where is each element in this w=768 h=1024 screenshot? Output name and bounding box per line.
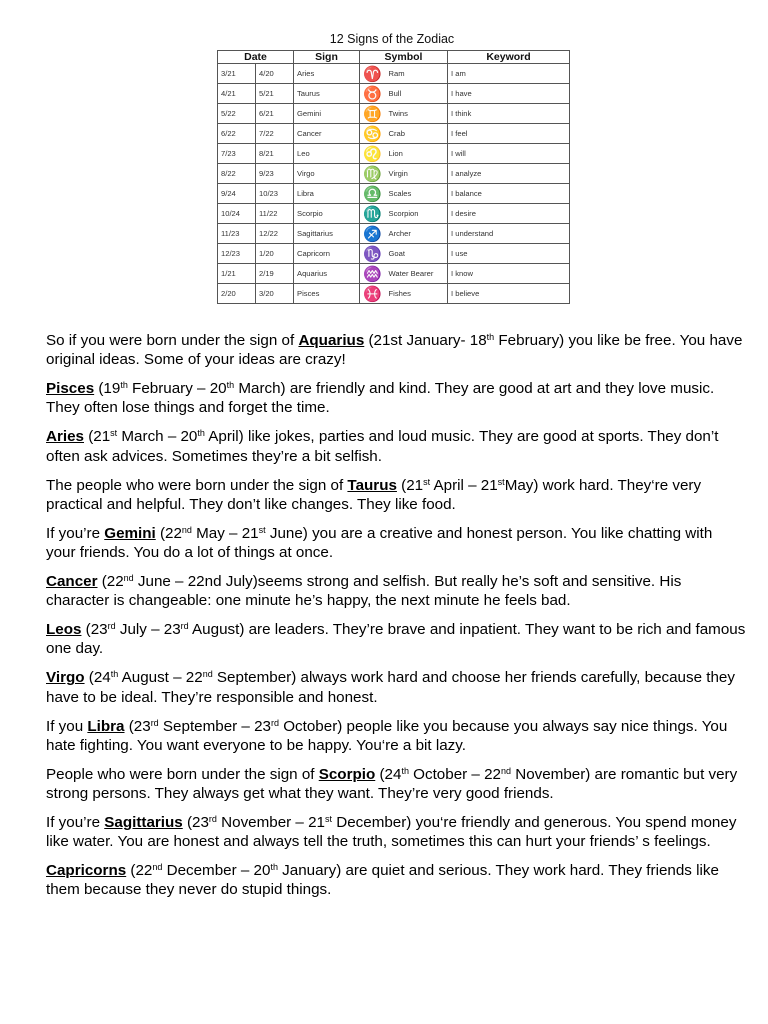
keyword-cell: I understand (448, 224, 570, 244)
table-row (218, 144, 570, 164)
text: (19 (94, 380, 121, 398)
ordinal-suffix: th (270, 862, 278, 873)
paragraph-virgo (46, 668, 746, 707)
zodiac-glyph-icon: ♈ (360, 64, 386, 84)
symbol-name-cell: Lion (386, 144, 448, 164)
symbol-name-cell: Bull (386, 84, 448, 104)
date-from-cell: 8/22 (218, 164, 256, 184)
header-keyword: Keyword (448, 51, 570, 64)
text: February – 20 (127, 380, 227, 398)
text: November – 21 (216, 813, 325, 831)
table-row (218, 164, 570, 184)
date-from-cell: 5/22 (218, 104, 256, 124)
table-row (218, 204, 570, 224)
date-from-cell: 12/23 (218, 244, 256, 264)
text: July – 23 (115, 621, 181, 639)
ordinal-suffix: rd (107, 621, 116, 632)
date-from-cell: 1/21 (218, 264, 256, 284)
keyword-cell: I believe (448, 284, 570, 304)
text: (24 (84, 669, 111, 687)
sign-cell: Aries (294, 64, 360, 84)
keyword-cell: I have (448, 84, 570, 104)
sign-cell: Libra (294, 184, 360, 204)
sign-name-cancer: Cancer (46, 572, 98, 590)
date-from-cell: 11/23 (218, 224, 256, 244)
zodiac-glyph-icon: ♒ (360, 264, 386, 284)
text: If you’re (46, 813, 105, 831)
text: December – 20 (162, 862, 271, 880)
paragraph-gemini (46, 524, 746, 563)
paragraph-sagittarius (46, 813, 746, 852)
header-sign: Sign (294, 51, 360, 64)
date-from-cell: 7/23 (218, 144, 256, 164)
date-to-cell: 3/20 (256, 284, 294, 304)
sign-name-taurus: Taurus (347, 476, 397, 494)
table-row (218, 264, 570, 284)
paragraph-aries (46, 427, 746, 466)
ordinal-suffix: rd (271, 717, 280, 728)
ordinal-suffix: rd (180, 621, 189, 632)
ordinal-suffix: rd (208, 813, 217, 824)
ordinal-suffix: th (401, 765, 409, 776)
date-to-cell: 6/21 (256, 104, 294, 124)
sign-name-aquarius: Aquarius (298, 332, 365, 349)
date-to-cell: 10/23 (256, 184, 294, 204)
text: December) you‘re friendly and generous. You spend money like water. You are honest and always tell the truth, sometimes this can hurt your friends’ s feelings. (46, 813, 737, 851)
keyword-cell: I desire (448, 204, 570, 224)
text: (23 (81, 621, 108, 639)
date-to-cell: 8/21 (256, 144, 294, 164)
keyword-cell: I am (448, 64, 570, 84)
table-title: 12 Signs of the Zodiac (329, 32, 455, 46)
table-row (218, 224, 570, 244)
date-to-cell: 7/22 (256, 124, 294, 144)
ordinal-suffix: th (226, 380, 235, 391)
text: January) are quiet and serious. They work hard. They friends like them because they never do stupid things. (46, 862, 719, 899)
sign-cell: Cancer (294, 124, 360, 144)
ordinal-suffix: nd (152, 862, 163, 873)
sign-name-libra: Libra (87, 717, 125, 735)
text: May – 21 (191, 524, 259, 542)
sign-name-leos: Leos (46, 621, 82, 639)
date-from-cell: 6/22 (218, 124, 256, 144)
zodiac-glyph-icon: ♑ (360, 244, 386, 264)
text: (24 (375, 765, 402, 783)
paragraph-cancer (46, 572, 746, 611)
date-from-cell: 2/20 (218, 284, 256, 304)
keyword-cell: I balance (448, 184, 570, 204)
ordinal-suffix: th (120, 380, 128, 391)
sign-name-aries: Aries (46, 428, 84, 446)
date-to-cell: 9/23 (256, 164, 294, 184)
zodiac-table (217, 50, 570, 304)
symbol-name-cell: Twins (386, 104, 448, 124)
text: October – 22 (408, 765, 501, 783)
table-row (218, 64, 570, 84)
text: (22 (155, 524, 182, 542)
text: (21 (396, 476, 424, 494)
sign-name-virgo: Virgo (46, 669, 85, 687)
text: (22 (97, 572, 124, 590)
ordinal-suffix: th (110, 669, 119, 680)
header-symbol: Symbol (360, 51, 448, 64)
zodiac-glyph-icon: ♐ (360, 224, 386, 244)
date-from-cell: 9/24 (218, 184, 256, 204)
text: August – 22 (118, 669, 203, 687)
header-date: Date (218, 51, 294, 64)
paragraph-leos (46, 620, 746, 659)
ordinal-suffix: nd (181, 524, 192, 535)
ordinal-suffix: st (423, 476, 431, 487)
text: October) people like you because you always say nice things. You hate fighting. You want everyone to be happy. You‘re a bit lazy. (46, 717, 728, 754)
zodiac-glyph-icon: ♉ (360, 84, 386, 104)
zodiac-glyph-icon: ♌ (360, 144, 386, 164)
text: If you’re (46, 524, 105, 542)
sign-cell: Leo (294, 144, 360, 164)
symbol-name-cell: Scales (386, 184, 448, 204)
sign-cell: Capricorn (294, 244, 360, 264)
text: September – 23 (158, 717, 271, 735)
paragraph-taurus (46, 476, 746, 515)
text: April – 21 (430, 476, 498, 494)
zodiac-table-figure (213, 30, 571, 316)
text: (21st January- 18 (364, 332, 487, 349)
date-to-cell: 2/19 (256, 264, 294, 284)
date-to-cell: 11/22 (256, 204, 294, 224)
sign-name-gemini: Gemini (104, 524, 156, 542)
paragraph-scorpio (46, 765, 746, 804)
article-body (46, 331, 746, 909)
keyword-cell: I will (448, 144, 570, 164)
ordinal-suffix: st (258, 524, 266, 535)
zodiac-glyph-icon: ♓ (360, 284, 386, 304)
ordinal-suffix: nd (500, 765, 511, 776)
text: August) are leaders. They’re brave and inpatient. They want to be rich and famous one day. (46, 621, 746, 658)
table-row (218, 284, 570, 304)
text: March – 20 (117, 428, 198, 446)
text: June – 22nd July)seems strong and selfish. But really he’s soft and sensitive. His character is changeable: one minute he’s happy, the next minute he feels bad. (46, 572, 682, 610)
symbol-name-cell: Virgin (386, 164, 448, 184)
table-body (218, 64, 570, 304)
sign-cell: Scorpio (294, 204, 360, 224)
zodiac-glyph-icon: ♊ (360, 104, 386, 124)
date-to-cell: 12/22 (256, 224, 294, 244)
text: (23 (182, 813, 209, 831)
symbol-name-cell: Archer (386, 224, 448, 244)
zodiac-glyph-icon: ♍ (360, 164, 386, 184)
table-row (218, 124, 570, 144)
zodiac-glyph-icon: ♋ (360, 124, 386, 144)
paragraph-pisces (46, 379, 746, 418)
paragraph-libra (46, 717, 746, 756)
text: April) like jokes, parties and loud music. They are good at sports. They don’t often ask advices. Sometimes they’re a bit selfish. (46, 428, 719, 465)
text: So if you were born under the sign of (46, 332, 299, 349)
table-row (218, 244, 570, 264)
text: The people who were born under the sign of (46, 476, 348, 494)
keyword-cell: I analyze (448, 164, 570, 184)
keyword-cell: I know (448, 264, 570, 284)
text: November) are romantic but very strong persons. They always get what they want. They’re very good friends. (46, 765, 738, 802)
paragraph-aquarius (46, 331, 746, 370)
date-from-cell: 4/21 (218, 84, 256, 104)
ordinal-suffix: st (110, 428, 118, 439)
text: February) you like be free. You have original ideas. Some of your ideas are crazy! (46, 332, 743, 369)
sign-name-capricorns: Capricorns (46, 862, 127, 880)
keyword-cell: I think (448, 104, 570, 124)
sign-cell: Gemini (294, 104, 360, 124)
symbol-name-cell: Crab (386, 124, 448, 144)
date-from-cell: 3/21 (218, 64, 256, 84)
paragraph-capricorns (46, 861, 746, 900)
text: May) work hard. They‘re very practical and helpful. They don’t like changes. They like food. (46, 476, 702, 513)
text: (21 (84, 428, 111, 446)
ordinal-suffix: nd (202, 669, 213, 680)
keyword-cell: I use (448, 244, 570, 264)
sign-cell: Virgo (294, 164, 360, 184)
sign-name-pisces: Pisces (46, 380, 95, 398)
ordinal-suffix: th (486, 332, 495, 342)
symbol-name-cell: Goat (386, 244, 448, 264)
table-row (218, 184, 570, 204)
zodiac-glyph-icon: ♏ (360, 204, 386, 224)
table-row (218, 104, 570, 124)
keyword-cell: I feel (448, 124, 570, 144)
date-to-cell: 1/20 (256, 244, 294, 264)
zodiac-glyph-icon: ♎ (360, 184, 386, 204)
table-row (218, 84, 570, 104)
text: People who were born under the sign of (46, 765, 319, 783)
symbol-name-cell: Water Bearer (386, 264, 448, 284)
date-to-cell: 5/21 (256, 84, 294, 104)
sign-cell: Aquarius (294, 264, 360, 284)
ordinal-suffix: rd (150, 717, 159, 728)
text: If you (46, 717, 88, 735)
sign-cell: Taurus (294, 84, 360, 104)
sign-cell: Sagittarius (294, 224, 360, 244)
ordinal-suffix: st (325, 813, 333, 824)
text: June) you are a creative and honest person. You like chatting with your friends. You do a lot of things at once. (46, 524, 713, 562)
symbol-name-cell: Fishes (386, 284, 448, 304)
ordinal-suffix: th (197, 428, 205, 439)
text: March) are friendly and kind. They are good at art and they love music. They often lose things and forget the time. (46, 380, 715, 417)
sign-cell: Pisces (294, 284, 360, 304)
text: (23 (124, 717, 151, 735)
sign-name-scorpio: Scorpio (318, 765, 376, 783)
text: September) always work hard and choose her friends carefully, because they have to be ideal. They’re responsible and honest. (46, 669, 735, 706)
table-header-row (218, 51, 570, 64)
ordinal-suffix: st (497, 476, 505, 487)
date-to-cell: 4/20 (256, 64, 294, 84)
symbol-name-cell: Scorpion (386, 204, 448, 224)
symbol-name-cell: Ram (386, 64, 448, 84)
sign-name-sagittarius: Sagittarius (104, 813, 183, 831)
date-from-cell: 10/24 (218, 204, 256, 224)
ordinal-suffix: nd (123, 572, 134, 583)
text: (22 (126, 862, 153, 880)
